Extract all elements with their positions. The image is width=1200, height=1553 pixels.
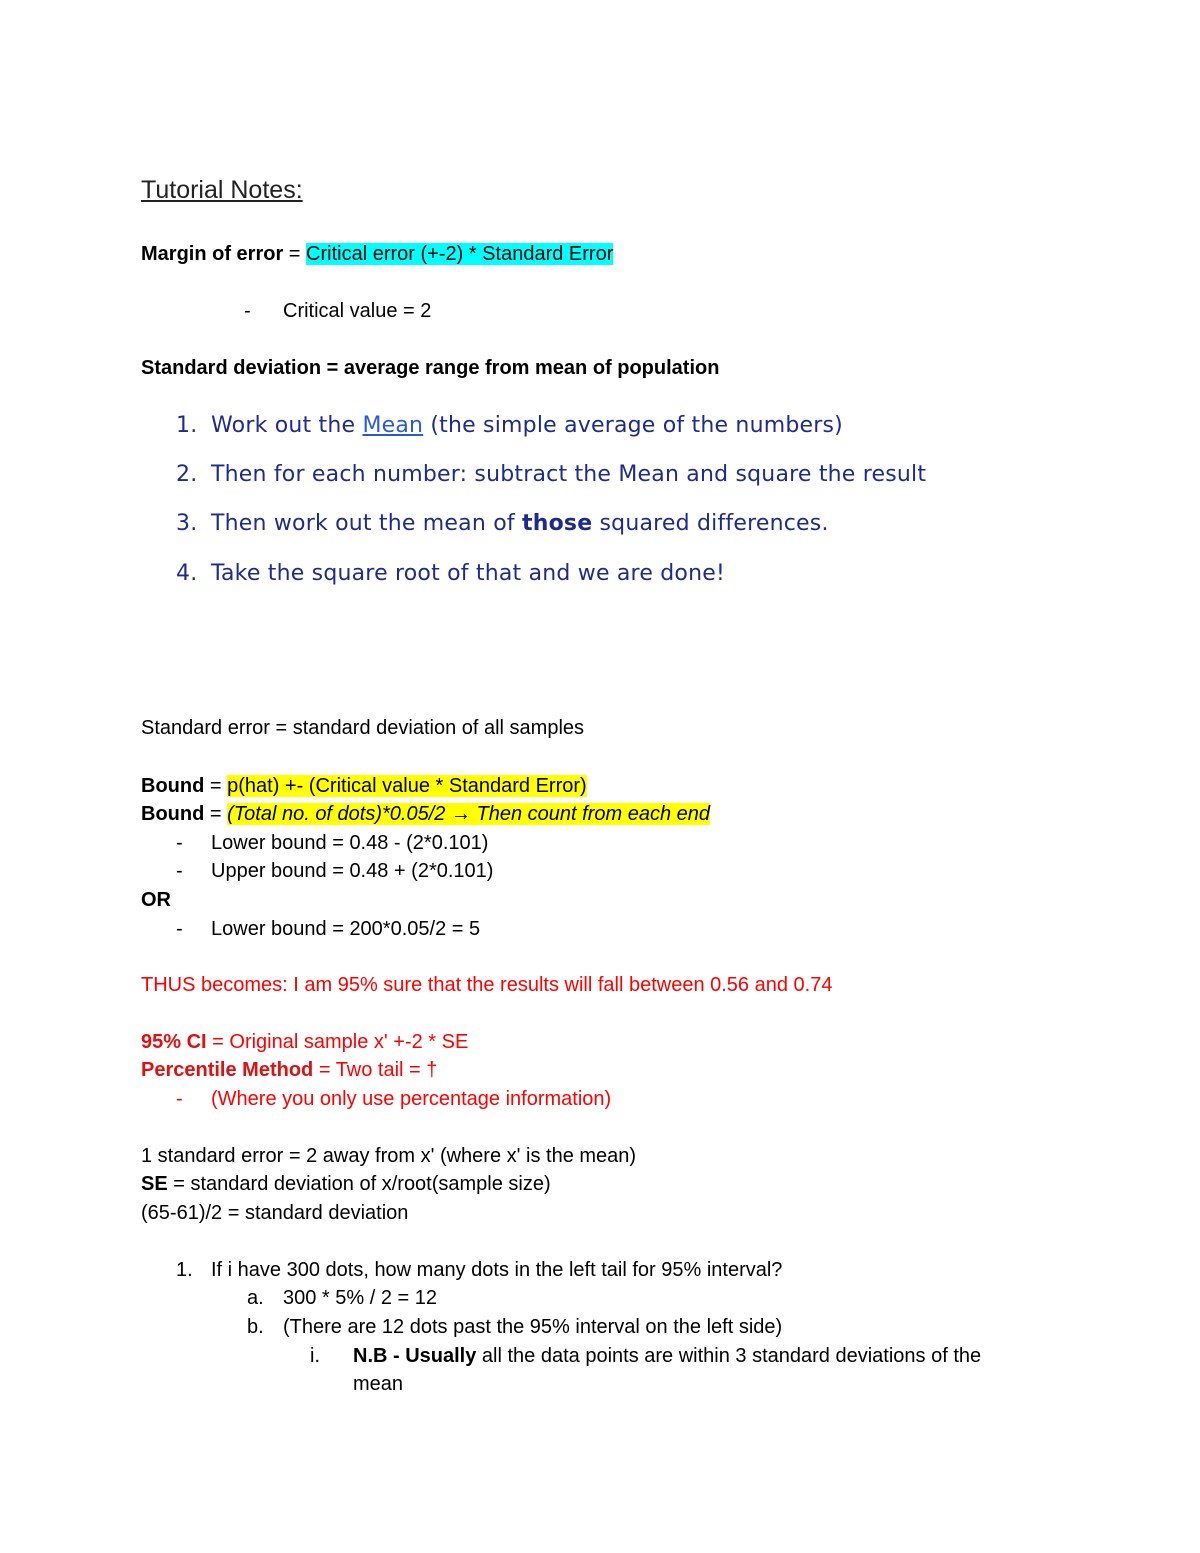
margin-formula: Critical error (+-2) * Standard Error [306,243,614,265]
margin-of-error-line [141,242,613,266]
margin-eq: = [283,243,307,265]
step-1-pre: Work out the [211,413,363,438]
step-4: Take the square root of that and we are done! [211,561,725,586]
lower-bound-item: Lower bound = 0.48 - (2*0.101) [211,832,489,854]
margin-label: Margin of error [141,243,284,265]
answer-a-text: 300 * 5% / 2 = 12 [283,1287,438,1309]
nb-text: all the data points are within 3 standard deviations of the [476,1345,982,1367]
percentile-label: Percentile Method [141,1059,314,1081]
upper-bound-item: Upper bound = 0.48 + (2*0.101) [211,860,494,882]
or-lower-bound-item: Lower bound = 200*0.05/2 = 5 [211,918,481,940]
bound-line-2 [141,802,710,826]
se-rest: = standard deviation of x/root(sample size) [167,1173,551,1195]
margin-bullet-dash: - [244,300,251,322]
answer-b-marker: b. [247,1316,264,1338]
step-3-pre: Then work out the mean of [211,511,522,536]
answer-i-text [353,1344,981,1368]
step-3 [211,510,829,538]
bound-dash-2: - [176,860,183,882]
step-1-number: 1. [176,413,198,438]
answer-a-marker: a. [247,1287,264,1309]
answer-i-marker: i. [310,1345,320,1367]
mean-link[interactable]: Mean [362,413,424,438]
bound-2-eq: = [204,803,228,825]
page-title: Tutorial Notes: [141,176,303,204]
answer-i-text-cont: mean [353,1373,404,1395]
bound-1-formula: p(hat) +- (Critical value * Standard Error) [227,775,587,797]
question-text: If i have 300 dots, how many dots in the left tail for 95% interval? [211,1259,783,1281]
se-line-3: (65-61)/2 = standard deviation [141,1202,409,1224]
bound-2-formula: (Total no. of dots)*0.05/2 → Then count from each end [227,803,710,825]
thus-line: THUS becomes: I am 95% sure that the results will fall between 0.56 and 0.74 [141,974,833,996]
step-3-bold: those [522,511,593,536]
ci-rest: = Original sample x' +-2 * SE [206,1031,469,1053]
se-line-1: 1 standard error = 2 away from x' (where x' is the mean) [141,1145,637,1167]
percentile-dash: - [176,1088,183,1110]
ci-line [141,1030,468,1054]
bound-2-label: Bound [141,803,205,825]
answer-b-text: (There are 12 dots past the 95% interval on the left side) [283,1316,783,1338]
step-4-number: 4. [176,561,198,586]
percentile-rest: = Two tail = † [313,1059,438,1081]
step-2-number: 2. [176,462,198,487]
question-number: 1. [176,1259,193,1281]
se-line-2 [141,1172,551,1196]
bound-line-1 [141,774,587,798]
nb-label: N.B - Usually [353,1345,477,1367]
ci-label: 95% CI [141,1031,207,1053]
step-1 [211,412,843,440]
step-3-post: squared differences. [592,511,829,536]
se-label: SE [141,1173,168,1195]
step-3-number: 3. [176,511,198,536]
or-dash: - [176,918,183,940]
stddev-heading: Standard deviation = average range from mean of population [141,357,720,379]
critical-value-item: Critical value = 2 [283,300,432,322]
percentile-item: (Where you only use percentage information) [211,1088,612,1110]
bound-1-label: Bound [141,775,205,797]
bound-1-eq: = [204,775,228,797]
or-label: OR [141,889,171,911]
standard-error-line: Standard error = standard deviation of all samples [141,717,585,739]
bound-dash-1: - [176,832,183,854]
step-1-post: (the simple average of the numbers) [423,413,843,438]
step-2: Then for each number: subtract the Mean and square the result [211,462,927,487]
percentile-line [141,1058,437,1082]
